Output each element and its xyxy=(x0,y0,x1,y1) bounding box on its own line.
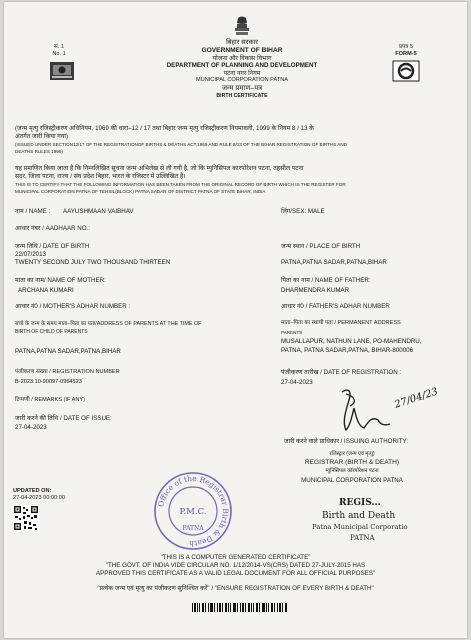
father-aadhar-label: आधार नं0 / FATHER'S ADHAR NUMBER xyxy=(281,303,390,310)
updated-on-label: UPDATED ON: xyxy=(13,488,52,494)
stamp-line3: Patna Municipal Corporatio xyxy=(312,523,408,531)
issuing-authority-label: जारी करने वाले प्राधिकार / ISSUING AUTHORITY: xyxy=(284,438,408,445)
serial-no-english: No. 1 xyxy=(52,51,66,57)
certify-hindi-line2: सदर, जिला पटना, राज्य / संघ प्रदेश बिहार, भारत के रजिस्टर में उल्लिखित है। xyxy=(15,173,186,180)
seal-ring-text: Office of the Registrar Birth & Death xyxy=(156,473,231,549)
permanent-address-value-line2: PATNA, PATNA SADAR,PATNA, BIHAR-800006 xyxy=(281,347,414,354)
registrar-signature xyxy=(334,386,398,436)
name-label: नाम / NAME : xyxy=(15,208,51,215)
father-name-value: DHARMENDRA KUMAR xyxy=(281,287,350,294)
corporation-english: MUNICIPAL CORPORATION PATNA xyxy=(196,77,288,83)
issue-date-value: 27-04-2023 xyxy=(15,424,47,431)
mother-name-value: ARCHANA KUMARI xyxy=(18,287,74,294)
qr-code-icon xyxy=(13,505,39,531)
certify-english-line1: THIS IS TO CERTIFY THAT THE FOLLOWING INFORMATION HAS BEEN TAKEN FROM THE ORIGINAL RECORD OF BIRTH WHICH IS THE REGISTER FOR xyxy=(15,182,346,187)
serial-no-hindi: सं. 1 xyxy=(53,44,64,50)
registrar-hindi: रजिस्ट्रार (जन्म एवं मृत्यु) xyxy=(329,451,375,457)
pob-value: PATNA,PATNA SADAR,PATNA,BIHAR xyxy=(281,259,387,266)
permanent-address-label-line1: माता–पिता का स्थायी पता / PERMANENT ADDRESS xyxy=(281,320,401,326)
pob-label: जन्म स्थान / PLACE OF BIRTH xyxy=(281,243,361,250)
seal-center-text: P.M.C. xyxy=(179,507,207,517)
certificate-title-english: BIRTH CERTIFICATE xyxy=(216,93,268,99)
seal-bottom-text: PATNA xyxy=(182,525,204,532)
father-name-label: पिता का नाम / NAME OF FATHER: xyxy=(281,277,371,284)
certificate-title-hindi: जन्म प्रमाण–पत्र xyxy=(221,85,263,92)
aadhaar-label: आधार नंबर / AADHAAR NO.: xyxy=(15,225,90,232)
sex-field: लिंग/SEX: MALE xyxy=(281,208,325,215)
issued-under-english-line1: (ISSUED UNDER SECTION12/17 OF THE REGISTRATIONOF BIRTHS & DEATHS ACT,1969 AND RULE 8/13 OF THE BIHAR REGISTRATION OF BIRTHS AND xyxy=(15,142,348,147)
registration-date-value: 27-04-2023 xyxy=(281,379,313,386)
dob-label: जन्म तिथि / DATE OF BIRTH xyxy=(15,243,90,250)
permanent-address-value-line1: MUSALLAPUR, NATHUN LANE, PO-MAHENDRU, xyxy=(281,338,422,345)
issued-under-hindi-line1: (जन्म मृत्यु रजिस्ट्रीकरण अधिनियम, 1969 की धारा–12 / 17 तथा बिहार जन्म मृत्यु रजिस्ट्रीकरण नियमावली, 1999 के नियम 8 / 13 के xyxy=(15,125,314,132)
form-number-english: FORM-5 xyxy=(395,51,417,57)
footer-line1: "THIS IS A COMPUTER GENERATED CERTIFICATE" xyxy=(160,554,311,561)
registration-number-value: B-2023:10-90097-0964523 xyxy=(15,379,82,385)
mother-aadhar-label: आधार नं0 / MOTHER'S ADHAR NUMBER : xyxy=(15,303,131,310)
bihar-emblem-logo xyxy=(49,61,75,81)
certify-english-line2: MUNICIPAL CORPORATION PATNA OF TEHSIL(BLOCK) PATNA SADAR OF DISTRICT PATNA OF STATE BIHAR, INDIA xyxy=(15,189,266,194)
permanent-address-label-line2: PARENTS xyxy=(281,330,303,335)
corporation-hindi: पटना नगर निगम xyxy=(223,70,261,77)
mother-name-label: माता का नाम/ NAME OF MOTHER: xyxy=(15,277,106,284)
stamp-line1: REGIS... xyxy=(339,498,381,508)
government-hindi: बिहार सरकार xyxy=(226,39,258,46)
national-emblem-icon xyxy=(232,15,252,37)
issued-under-english-line2: DEATHS RULES 1999) xyxy=(15,149,63,154)
stamp-line2: Birth and Death xyxy=(322,511,396,521)
updated-on-value: 27-04-2023 00:00:00 xyxy=(13,495,65,501)
swachh-bharat-logo xyxy=(392,60,420,82)
footer-line3: APPROVED THIS CERTIFICATE AS A VALID LEGAL DOCUMENT FOR ALL OFFICIAL PURPOSES" xyxy=(95,570,376,577)
stamp-line4: PATNA xyxy=(350,534,375,542)
birth-address-label-line2: BIRTH OF CHILD OF PARENTS xyxy=(15,329,88,335)
name-value: AAYUSHMAAN VAIBHAV xyxy=(63,208,134,215)
certify-hindi-line1: यह प्रमाणित किया जाता है कि निम्नलिखित सूचना जन्म अभिलेख से ली गयी है, जो कि म्युनिसिपल कारपोरेशन पटना, तहसील पटना xyxy=(15,165,304,172)
department-hindi: योजना और विकास विभाग xyxy=(212,55,272,62)
birth-address-value: PATNA,PATNA SADAR,PATNA,BIHAR xyxy=(15,348,121,355)
barcode-icon xyxy=(192,603,288,612)
issue-date-label: जारी करने की तिथि / DATE OF ISSUE: xyxy=(15,415,112,422)
department-english: DEPARTMENT OF PLANNING AND DEVELOPMENT xyxy=(166,62,318,69)
corporation-authority-hindi: म्युनिसिपल कॉरपोरेशन पटना xyxy=(325,468,379,474)
registrar-english: REGISTRAR (BIRTH & DEATH) xyxy=(304,459,400,466)
registration-number-label: पंजीकरण संख्या / REGISTRATION NUMBER xyxy=(15,369,120,375)
remarks-label: टिप्पणी / REMARKS (IF ANY) xyxy=(15,397,85,403)
birth-certificate-document xyxy=(4,2,467,638)
dob-value: 22/07/2013 xyxy=(15,251,46,258)
footer-line2: "THE GOVT. OF INDIA VIDE CIRCULAR NO. 1/12/2014-VS(CRS) DATED 27-JULY-2015 HAS xyxy=(105,562,366,569)
dob-in-words: TWENTY SECOND JULY TWO THOUSAND THIRTEEN xyxy=(15,259,171,266)
registrar-round-seal xyxy=(152,470,234,552)
issued-under-hindi-line2: अंतर्गत जारी किया गया) xyxy=(15,133,69,140)
corporation-authority-english: MUNICIPAL CORPORATION PATNA xyxy=(301,477,403,484)
signature-date: 27/04/23 xyxy=(393,386,440,411)
registration-date-label: पंजीकरण तारीख / DATE OF REGISTRATION : xyxy=(281,369,402,376)
government-english: GOVERNMENT OF BIHAR xyxy=(201,47,283,54)
birth-address-label-line1: बच्चे के जन्म के समय माता–पिता का पता/ADDRESS OF PARENTS AT THE TIME OF xyxy=(15,321,202,327)
form-number-hindi: प्रपत्र 5 xyxy=(398,44,414,50)
footer-line4: "प्रत्येक जन्म एवं मृत्यु का पंजीकरण सुनिश्चित करें" / "ENSURE REGISTRATION OF EVERY BIRTH & DEATH" xyxy=(97,585,374,592)
